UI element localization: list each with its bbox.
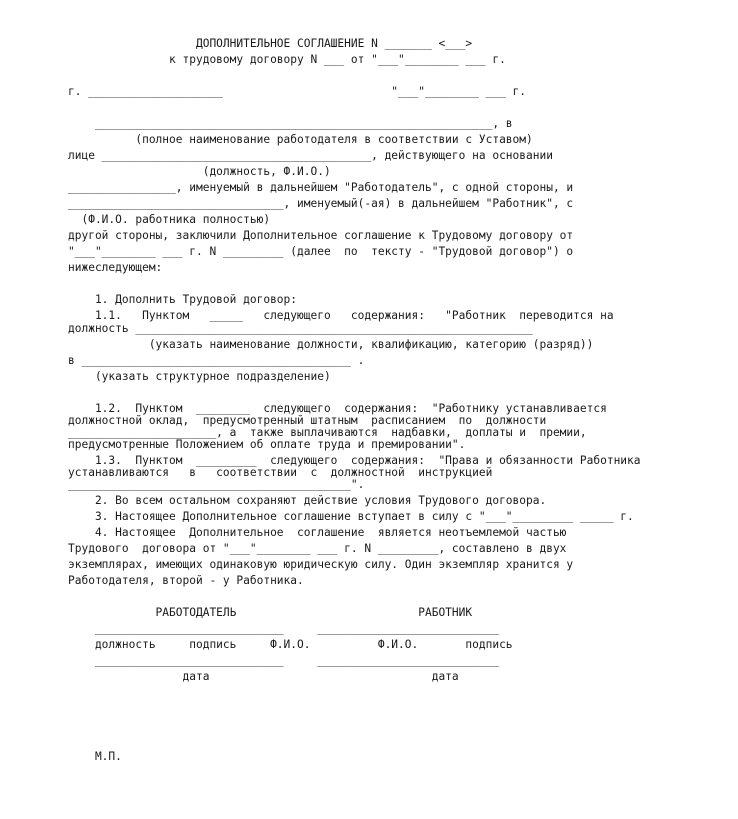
position-hint: (должность, Ф.И.О.) [68, 165, 331, 178]
agreement-line: другой стороны, заключили Дополнительное соглашение к Трудовому договору от [68, 229, 574, 242]
clause-1-1-hint: (указать наименование должности, квалификацию, категорию (разряд)) [68, 338, 594, 351]
subtitle: к трудовому договору N ___ от "___"________ ___ г. [68, 53, 506, 66]
clause-1-2-salary: должностной оклад, предусмотренный штатным расписанием по должности [68, 414, 547, 427]
clause-1-1-position: должность ___________________________________________________________ [68, 322, 533, 335]
clause-4-holders: Работодателя, второй - у Работника. [68, 574, 304, 587]
signature-line-1: ____________________________ ___________________________ [68, 622, 500, 635]
signature-labels: должность подпись Ф.И.О. Ф.И.О. подпись [68, 638, 513, 651]
employer-hint: (полное наименование работодателя в соответствии с Уставом) [68, 133, 533, 146]
signature-line-2: ____________________________ ___________________________ [68, 654, 500, 667]
following-line: нижеследующем: [68, 261, 163, 274]
title: ДОПОЛНИТЕЛЬНОЕ СОГЛАШЕНИЕ N _______ <___> [68, 37, 473, 50]
signature-date-labels: дата дата [68, 670, 459, 683]
clause-1-1: 1.1. Пунктом _____ следующего содержания: "Работник переводится на [68, 309, 614, 322]
clause-1-3-instruction: устанавливаются в соответствии с должностной инструкцией [68, 466, 493, 479]
employer-line: ___________________________________________________________, в [68, 117, 513, 130]
clause-2: 2. Во всем остальном сохраняют действие условия Трудового договора. [68, 494, 547, 507]
clause-1-1-unit: в ________________________________________ . [68, 354, 365, 367]
clause-4: 4. Настоящее Дополнительное соглашение является неотъемлемой частью [68, 526, 567, 539]
clause-1-2-bonuses: ______________________, а также выплачиваются надбавки, доплаты и премии, [68, 426, 587, 439]
employee-hint: (Ф.И.О. работника полностью) [68, 213, 271, 226]
represented-line: лице ________________________________________, действующего на основании [68, 149, 553, 162]
clause-1-1-unit-hint: (указать структурное подразделение) [68, 370, 331, 383]
contract-ref-line: "___"________ ___ г. N _________ (далее по тексту - "Трудовой договор") о [68, 245, 574, 258]
place-date-line: г. ____________________ "___"________ ___ г. [68, 85, 527, 98]
clause-1-2: 1.2. Пунктом ________ следующего содержания: "Работнику устанавливается [68, 402, 607, 415]
clause-1-2-regulation: предусмотренные Положением об оплате труда и премировании". [68, 438, 466, 451]
clause-4-contract: Трудового договора от "___"________ ___ г. N _________, составлено в двух [68, 542, 567, 555]
signature-headers: РАБОТОДАТЕЛЬ РАБОТНИК [68, 606, 473, 619]
clause-1-3-blank: __________________________________________". [68, 478, 365, 491]
clause-1: 1. Дополнить Трудовой договор: [68, 293, 298, 306]
seal-mark: М.П. [68, 750, 122, 763]
employer-named-line: ________________, именуемый в дальнейшем "Работодатель", с одной стороны, и [68, 181, 574, 194]
employee-named-line: ________________________________, именуемый(-ая) в дальнейшем "Работник", с [68, 197, 574, 210]
clause-3: 3. Настоящее Дополнительное соглашение вступает в силу с "___"_________ _____ г. [68, 510, 634, 523]
clause-4-copies: экземплярах, имеющих одинаковую юридическую силу. Один экземпляр хранится у [68, 558, 574, 571]
clause-1-3: 1.3. Пунктом _________ следующего содержания: "Права и обязанности Работника [68, 454, 641, 467]
